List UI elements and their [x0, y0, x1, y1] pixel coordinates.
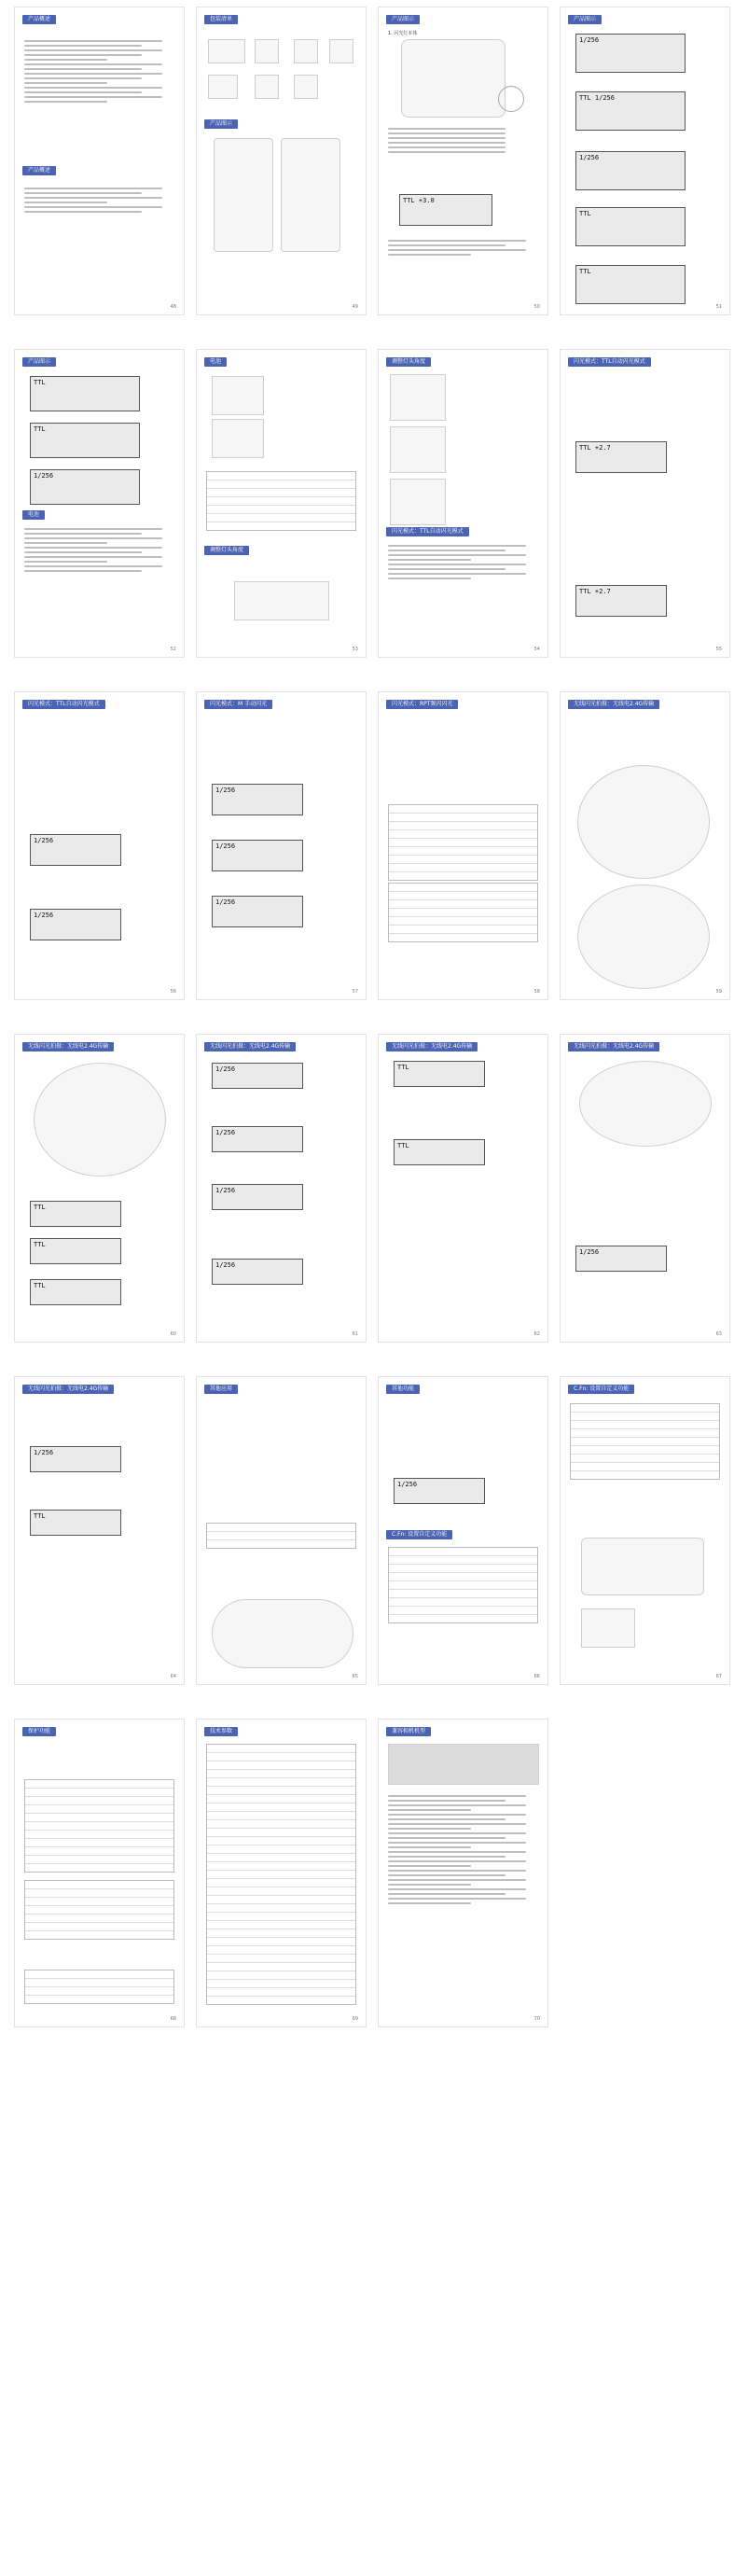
page-number: 48 [170, 304, 176, 310]
manual-page: 无线闪光拍摄：无线电2.4G传输 1/256 63 [561, 1035, 729, 1342]
manual-page [197, 7, 366, 314]
lcd-ev: +3.0 [418, 197, 435, 204]
manual-page: 无线闪光拍摄：无线电2.4G传输 TTL TTL 62 [379, 1035, 547, 1342]
manual-spread [15, 7, 733, 2040]
page-header: 无线闪光拍摄：无线电2.4G传输 [568, 700, 659, 709]
page-header: 其他应用 [204, 1385, 238, 1394]
page-number: 59 [715, 989, 722, 995]
page-header: C.Fn: 设置自定义功能 [568, 1385, 634, 1394]
manual-page: 闪光模式：TTL自动闪光模式 TTL +2.7 TTL +2.7 55 [561, 350, 729, 657]
page-header-2: 产品图示 [204, 119, 238, 129]
page-header: 闪光模式：M 手动闪光 [204, 700, 272, 709]
page-header: 无线闪光拍摄：无线电2.4G传输 [22, 1042, 114, 1051]
page-number: 62 [533, 1331, 540, 1337]
page-number: 69 [352, 2016, 358, 2022]
page-header: 闪光模式：RPT频闪闪光 [386, 700, 458, 709]
page-number: 50 [533, 304, 540, 310]
page-header: 产品图示 [386, 15, 420, 24]
manual-page: 电池 调整灯头角度 53 [197, 350, 366, 657]
manual-page: 闪光模式：M 手动闪光 1/256 1/256 1/256 57 [197, 692, 366, 999]
manual-page: 无线闪光拍摄：无线电2.4G传输 1/256 TTL 64 [15, 1377, 184, 1684]
page-header: 无线闪光拍摄：无线电2.4G传输 [22, 1385, 114, 1394]
manual-page [379, 7, 547, 314]
manual-page [379, 692, 547, 999]
page-number: 63 [715, 1331, 722, 1337]
page-header-2: 产品概述 [22, 166, 56, 175]
page-number: 70 [533, 2016, 540, 2022]
manual-page: 无线闪光拍摄：无线电2.4G传输 1/256 1/256 1/256 1/256 61 [197, 1035, 366, 1342]
manual-page [15, 7, 184, 314]
manual-page: 无线闪光拍摄：无线电2.4G传输 TTL TTL TTL 60 [15, 1035, 184, 1342]
lcd-mode: TTL [403, 197, 415, 204]
page-header: 保护功能 [22, 1727, 56, 1736]
manual-page [561, 692, 729, 999]
page-number: 54 [533, 647, 540, 652]
page-number: 52 [170, 647, 176, 652]
page-header: 其他功能 [386, 1385, 420, 1394]
page-number: 67 [715, 1674, 722, 1679]
page-header: 调整灯头角度 [386, 357, 431, 367]
manual-page: 闪光模式：TTL自动闪光模式 1/256 1/256 56 [15, 692, 184, 999]
page-number: 68 [170, 2016, 176, 2022]
page-number: 51 [715, 304, 722, 310]
page-number: 55 [715, 647, 722, 652]
lcd-panel [399, 194, 492, 226]
manual-page [15, 1720, 184, 2026]
page-number: 49 [352, 304, 358, 310]
page-header: 包装清单 [204, 15, 238, 24]
manual-page [561, 1377, 729, 1684]
page-number: 57 [352, 989, 358, 995]
page-header: 无线闪光拍摄：无线电2.4G传输 [204, 1042, 296, 1051]
manual-page [197, 1377, 366, 1684]
page-header: 无线闪光拍摄：无线电2.4G传输 [386, 1042, 478, 1051]
blank-page [561, 1720, 729, 2026]
manual-page: 产品图示 1/256 TTL 1/256 1/256 TTL TTL 51 [561, 7, 729, 314]
manual-page: 其他功能 1/256 C.Fn: 设置自定义功能 66 [379, 1377, 547, 1684]
manual-page: 调整灯头角度 闪光模式：TTL自动闪光模式 54 [379, 350, 547, 657]
page-header: 技术参数 [204, 1727, 238, 1736]
page-number: 56 [170, 989, 176, 995]
manual-page [379, 1720, 547, 2026]
page-number: 58 [533, 989, 540, 995]
page-number: 65 [352, 1674, 358, 1679]
page-header: 无线闪光拍摄：无线电2.4G传输 [568, 1042, 659, 1051]
page-number: 53 [352, 647, 358, 652]
page-header: 兼容相机机型 [386, 1727, 431, 1736]
page-header: 闪光模式：TTL自动闪光模式 [22, 700, 105, 709]
page-header: 产品概述 [22, 15, 56, 24]
page-header: 闪光模式：TTL自动闪光模式 [568, 357, 651, 367]
page-number: 66 [533, 1674, 540, 1679]
page-subtitle: 1. 闪光灯本体 [388, 31, 418, 36]
manual-page [197, 1720, 366, 2026]
page-number: 64 [170, 1674, 176, 1679]
page-header: 产品图示 [22, 357, 56, 367]
page-number: 61 [352, 1331, 358, 1337]
page-header: 产品图示 [568, 15, 602, 24]
manual-page: 产品图示 TTL TTL 1/256 电池 52 [15, 350, 184, 657]
page-header: 电池 [204, 357, 227, 367]
page-number: 60 [170, 1331, 176, 1337]
